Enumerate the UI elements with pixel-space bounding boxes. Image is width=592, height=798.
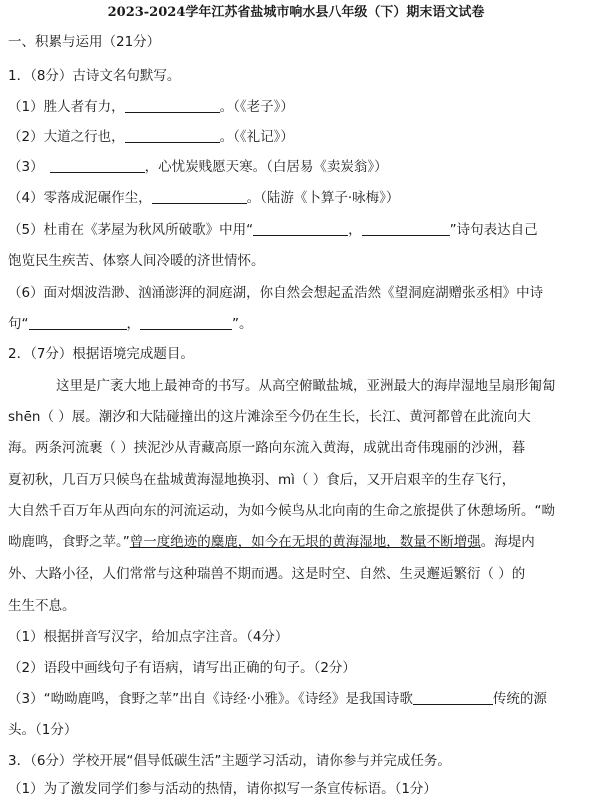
q2-subquestion-1: （1）根据拼音写汉字，给加点字注音。（4分） <box>8 629 289 645</box>
passage-line: 生生不息。 <box>8 598 76 614</box>
q1-item-5-tail: ”诗句表达自己 <box>449 222 538 238</box>
passage-line: 这里是广袤大地上最神奇的书写。从高空俯瞰盐城，亚洲最大的海岸湿地呈扇形匍匐 <box>56 378 556 394</box>
q1-item-3-text: ，心忧炭贱愿天寒。（白居易《卖炭翁》） <box>144 159 388 175</box>
passage-line: shēn（ ）展。潮汐和大陆碰撞出的这片滩涂至今仍在生长，长江、黄河都曾在此流向大 <box>8 409 531 425</box>
q2-subquestion-3 <box>8 690 592 708</box>
q1-item-5-text: （5）杜甫在《茅屋为秋风所破歌》中用“ <box>8 222 254 238</box>
q2-subquestion-3-continuation: 头。（1分） <box>8 722 78 738</box>
answer-blank[interactable] <box>413 690 493 705</box>
q1-item-3 <box>8 158 592 176</box>
q3-subquestion-1: （1）为了激发同学们参与活动的热情，请你拟写一条宣传标语。（1分） <box>8 781 437 797</box>
q2-subquestion-3-tail: 传统的源 <box>492 691 547 707</box>
q1-item-6-answer-line <box>8 315 592 333</box>
passage-line: 外、大路小径，人们常常与这种瑞兽不期而遇。这是时空、自然、生灵邂逅繁衍（ ）的 <box>8 566 526 582</box>
q1-item-4-text: （4）零落成泥碾作尘， <box>8 190 152 206</box>
q1-item-6-prefix: 句“ <box>8 316 29 332</box>
answer-blank[interactable] <box>152 189 247 204</box>
answer-blank[interactable] <box>362 221 450 236</box>
passage-line: 大自然千百万年从西向东的河流运动，为如今候鸟从北向南的生命之旅提供了休憩场所。“呦 <box>8 503 555 519</box>
section-heading: 一、积累与运用（21分） <box>8 34 161 50</box>
q1-item-4 <box>8 189 592 207</box>
q1-item-1 <box>8 98 592 116</box>
underlined-sentence: 曾一度绝迹的麋鹿，如今在无垠的黄海湿地，数量不断增强 <box>129 534 481 550</box>
question-1-heading: 1．（8分）古诗文名句默写。 <box>8 68 181 84</box>
passage-text: 呦鹿鸣，食野之苹。” <box>8 534 130 550</box>
answer-blank[interactable] <box>29 315 127 330</box>
passage-line: 海。两条河流裹（ ）挟泥沙从青藏高原一路向东流入黄海，成就出奇伟瑰丽的沙洲，暮 <box>8 440 526 456</box>
q1-item-1-text: （1）胜人者有力， <box>8 99 125 115</box>
question-2-heading: 2．（7分）根据语境完成题目。 <box>8 346 194 362</box>
q1-item-2-source: 。（《礼记》） <box>219 129 294 145</box>
q1-item-6-comma: ， <box>126 316 140 332</box>
question-3-heading: 3．（6分）学校开展“倡导低碳生活”主题学习活动，请你参与并完成任务。 <box>8 753 451 769</box>
passage-line: 夏初秋，几百万只候鸟在盐城黄海湿地换羽、mì（ ）食后，又开启艰辛的生存飞行， <box>8 472 516 488</box>
q1-item-5-comma: ， <box>348 222 362 238</box>
q1-item-4-source: 。（陆游《卜算子·咏梅》） <box>246 190 400 206</box>
q2-subquestion-3-text: （3）“呦呦鹿鸣，食野之苹”出自《诗经·小雅》。《诗经》是我国诗歌 <box>8 691 413 707</box>
q1-item-5 <box>8 221 592 239</box>
q1-item-2-text: （2）大道之行也， <box>8 129 125 145</box>
exam-title: 2023-2024学年江苏省盐城市响水县八年级（下）期末语文试卷 <box>107 5 485 20</box>
q1-item-2 <box>8 128 592 146</box>
q1-item-6-suffix: ”。 <box>232 316 253 332</box>
answer-blank[interactable] <box>50 158 145 173</box>
q1-item-3-label: （3） <box>8 159 44 175</box>
answer-blank[interactable] <box>140 315 232 330</box>
q2-subquestion-2: （2）语段中画线句子有语病，请写出正确的句子。（2分） <box>8 660 356 676</box>
passage-line-with-underline <box>8 533 592 551</box>
q1-item-1-source: 。（《老子》） <box>219 99 294 115</box>
q1-item-6: （6）面对烟波浩渺、汹涌澎湃的洞庭湖，你自然会想起孟浩然《望洞庭湖赠张丞相》中诗 <box>8 285 544 301</box>
passage-text: 。海堤内 <box>480 534 535 550</box>
answer-blank[interactable] <box>125 128 220 143</box>
answer-blank[interactable] <box>125 98 220 113</box>
answer-blank[interactable] <box>253 221 348 236</box>
q1-item-5-continuation: 饱览民生疾苦、体察人间冷暖的济世情怀。 <box>8 253 265 269</box>
